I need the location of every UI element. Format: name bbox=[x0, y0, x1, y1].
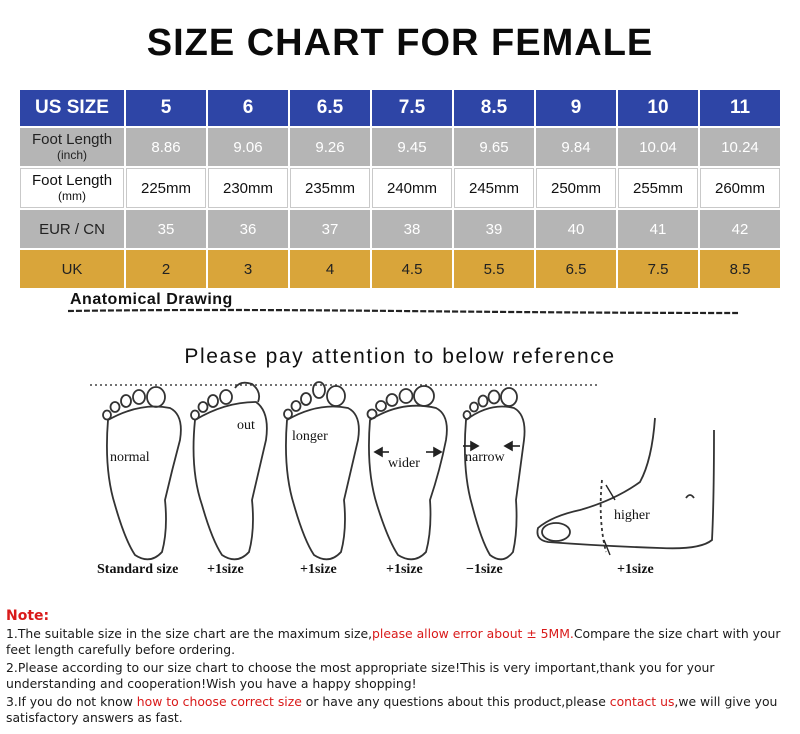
note-title: Note: bbox=[6, 608, 50, 624]
eur-cell: 38 bbox=[372, 210, 452, 248]
uk-header: UK bbox=[20, 250, 124, 288]
us-size-header: US SIZE bbox=[20, 90, 124, 126]
eur-cell: 42 bbox=[700, 210, 780, 248]
inch-unit-label: (inch) bbox=[56, 147, 87, 162]
caption-minus1-narrow: −1size bbox=[466, 562, 503, 577]
uk-cell: 5.5 bbox=[454, 250, 534, 288]
inch-cell: 9.26 bbox=[290, 128, 370, 166]
anatomical-drawing-heading: Anatomical Drawing bbox=[70, 291, 233, 308]
foot-longer-outline bbox=[284, 382, 359, 559]
note-3 bbox=[6, 694, 796, 726]
mm-cell: 255mm bbox=[618, 168, 698, 208]
narrow-arrows-icon bbox=[463, 442, 520, 450]
uk-cell: 8.5 bbox=[700, 250, 780, 288]
eur-cn-header: EUR / CN bbox=[20, 210, 124, 248]
note-1-text-end: Compare the size chart with your feet length carefully before ordering. bbox=[6, 626, 781, 657]
mm-cell: 230mm bbox=[208, 168, 288, 208]
us-size-cell: 5 bbox=[126, 90, 206, 126]
eur-cell: 36 bbox=[208, 210, 288, 248]
inch-cell: 9.84 bbox=[536, 128, 616, 166]
us-size-cell: 6 bbox=[208, 90, 288, 126]
foot-length-label: Foot Length bbox=[31, 130, 113, 148]
narrow-label: narrow bbox=[465, 450, 505, 465]
note-1-text: 1.The suitable size in the size chart are the maximum size, bbox=[6, 626, 373, 641]
us-size-cell: 9 bbox=[536, 90, 616, 126]
foot-out-outline bbox=[191, 383, 267, 560]
eur-cell: 41 bbox=[618, 210, 698, 248]
caption-plus1-higher: +1size bbox=[617, 562, 654, 577]
mm-cell: 260mm bbox=[700, 168, 780, 208]
inch-cell: 10.04 bbox=[618, 128, 698, 166]
caption-plus1-longer: +1size bbox=[300, 562, 337, 577]
uk-cell: 4 bbox=[290, 250, 370, 288]
wider-arrows-icon bbox=[375, 448, 441, 456]
us-size-cell: 11 bbox=[700, 90, 780, 126]
us-size-cell: 6.5 bbox=[290, 90, 370, 126]
inch-cell: 9.65 bbox=[454, 128, 534, 166]
uk-cell: 6.5 bbox=[536, 250, 616, 288]
foot-narrow-outline bbox=[464, 388, 525, 559]
higher-label: higher bbox=[614, 508, 650, 523]
us-size-cell: 10 bbox=[618, 90, 698, 126]
foot-normal-outline bbox=[103, 387, 181, 559]
notes-block bbox=[6, 626, 796, 728]
choose-size-link[interactable]: how to choose correct size bbox=[136, 694, 302, 709]
wider-label: wider bbox=[388, 456, 420, 471]
us-size-cell: 8.5 bbox=[454, 90, 534, 126]
note-3-text-end: ,we will give you satisfactory answers as fast. bbox=[6, 694, 778, 725]
note-2: 2.Please according to our size chart to choose the most appropriate size!This is very important,thank you for your understanding and cooperation!Wish you have a happy shopping! bbox=[6, 660, 715, 691]
note-1 bbox=[6, 626, 796, 658]
longer-label: longer bbox=[292, 429, 328, 444]
page-title: SIZE CHART FOR FEMALE bbox=[146, 22, 654, 64]
caption-plus1-wider: +1size bbox=[386, 562, 423, 577]
inch-cell: 10.24 bbox=[700, 128, 780, 166]
foot-wider-outline bbox=[368, 386, 447, 559]
foot-length-label: Foot Length bbox=[31, 171, 113, 189]
heading-underline bbox=[68, 310, 740, 313]
inch-cell: 9.45 bbox=[372, 128, 452, 166]
inch-cell: 9.06 bbox=[208, 128, 288, 166]
mm-cell: 245mm bbox=[454, 168, 534, 208]
uk-cell: 4.5 bbox=[372, 250, 452, 288]
us-size-cell: 7.5 bbox=[372, 90, 452, 126]
uk-cell: 2 bbox=[126, 250, 206, 288]
eur-cell: 40 bbox=[536, 210, 616, 248]
uk-cell: 3 bbox=[208, 250, 288, 288]
caption-standard-size: Standard size bbox=[97, 562, 179, 577]
mm-cell: 235mm bbox=[290, 168, 370, 208]
note-3-text: 3.If you do not know bbox=[6, 694, 137, 709]
foot-side-view-outline bbox=[537, 418, 714, 552]
eur-cell: 37 bbox=[290, 210, 370, 248]
mm-cell: 250mm bbox=[536, 168, 616, 208]
out-label: out bbox=[237, 418, 255, 433]
uk-cell: 7.5 bbox=[618, 250, 698, 288]
inch-cell: 8.86 bbox=[126, 128, 206, 166]
reference-heading: Please pay attention to below reference bbox=[184, 345, 616, 368]
eur-cell: 35 bbox=[126, 210, 206, 248]
normal-label: normal bbox=[110, 450, 150, 465]
contact-us-link[interactable]: contact us bbox=[609, 694, 675, 709]
mm-unit-label: (mm) bbox=[58, 188, 86, 203]
mm-cell: 225mm bbox=[126, 168, 206, 208]
mm-cell: 240mm bbox=[372, 168, 452, 208]
eur-cell: 39 bbox=[454, 210, 534, 248]
note-1-error-text: please allow error about ± 5MM. bbox=[372, 626, 574, 641]
caption-plus1-out: +1size bbox=[207, 562, 244, 577]
note-3-text-mid: or have any questions about this product,please bbox=[301, 694, 610, 709]
